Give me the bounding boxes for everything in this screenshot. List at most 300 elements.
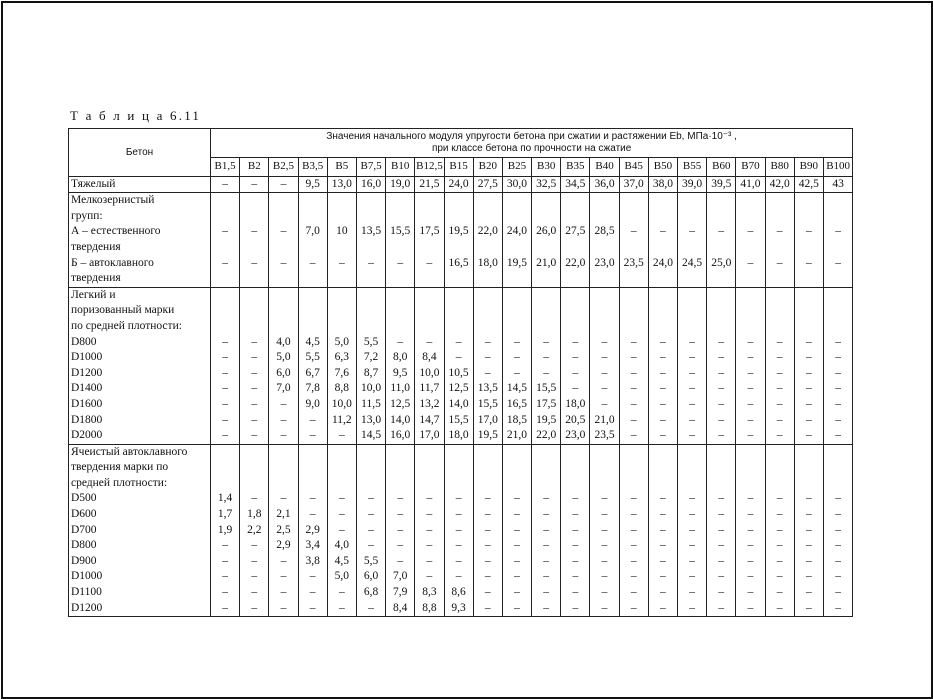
value-cell: – — [532, 366, 561, 382]
value-cell: – — [269, 413, 298, 429]
value-cell: – — [736, 523, 765, 539]
class-header-cell: B45 — [619, 158, 648, 177]
value-cell: – — [444, 554, 473, 570]
class-header-cell: B90 — [794, 158, 823, 177]
class-header-cell: B30 — [532, 158, 561, 177]
value-cell: – — [794, 413, 823, 429]
value-cell: 42,0 — [765, 176, 794, 193]
value-cell: – — [648, 224, 677, 240]
value-cell: – — [765, 491, 794, 507]
value-cell — [736, 209, 765, 225]
value-cell: – — [473, 523, 502, 539]
value-cell: – — [648, 507, 677, 523]
class-header-cell: B10 — [386, 158, 415, 177]
value-cell: – — [765, 428, 794, 444]
value-cell: 18,0 — [444, 428, 473, 444]
value-cell — [590, 193, 619, 209]
value-cell: 39,5 — [707, 176, 736, 193]
value-cell — [415, 287, 444, 303]
value-cell — [561, 303, 590, 319]
value-cell: – — [765, 554, 794, 570]
value-cell: – — [678, 507, 707, 523]
table-row — [69, 460, 853, 476]
value-cell: – — [473, 366, 502, 382]
value-cell: – — [502, 554, 531, 570]
value-cell: – — [298, 585, 327, 601]
value-cell: – — [619, 335, 648, 351]
value-cell: – — [648, 381, 677, 397]
value-cell: – — [707, 335, 736, 351]
value-cell: – — [648, 428, 677, 444]
value-cell: 6,7 — [298, 366, 327, 382]
value-cell — [619, 303, 648, 319]
value-cell: 32,5 — [532, 176, 561, 193]
value-cell: – — [211, 601, 240, 617]
value-cell: – — [736, 428, 765, 444]
table-row — [69, 507, 853, 523]
value-cell — [561, 287, 590, 303]
value-cell: – — [532, 491, 561, 507]
value-cell — [678, 460, 707, 476]
value-cell — [765, 193, 794, 209]
value-cell: – — [532, 335, 561, 351]
value-cell: – — [794, 538, 823, 554]
value-cell: 41,0 — [736, 176, 765, 193]
value-cell: – — [736, 350, 765, 366]
value-cell: 14,7 — [415, 413, 444, 429]
table-row — [69, 585, 853, 601]
value-cell — [648, 209, 677, 225]
value-cell: – — [707, 413, 736, 429]
value-cell — [473, 319, 502, 335]
row-label: D1000 — [69, 350, 211, 366]
value-cell — [678, 476, 707, 492]
value-cell: – — [211, 256, 240, 272]
row-label: А – естественного — [69, 224, 211, 240]
value-cell — [327, 287, 356, 303]
value-cell: – — [327, 523, 356, 539]
value-cell: 8,8 — [327, 381, 356, 397]
value-cell: 18,5 — [502, 413, 531, 429]
value-cell: – — [765, 335, 794, 351]
value-cell: – — [473, 554, 502, 570]
value-cell: 38,0 — [648, 176, 677, 193]
value-cell — [678, 444, 707, 460]
value-cell: – — [823, 507, 852, 523]
value-cell — [298, 271, 327, 287]
value-cell: – — [707, 554, 736, 570]
value-cell: 4,5 — [298, 335, 327, 351]
value-cell: – — [707, 507, 736, 523]
value-cell: – — [561, 554, 590, 570]
value-cell: 24,0 — [502, 224, 531, 240]
elastic-modulus-table — [68, 128, 853, 617]
value-cell: – — [590, 507, 619, 523]
class-header-cell: B70 — [736, 158, 765, 177]
value-cell: – — [648, 491, 677, 507]
value-cell: – — [298, 507, 327, 523]
value-cell — [794, 460, 823, 476]
value-cell: – — [502, 601, 531, 617]
value-cell: – — [590, 554, 619, 570]
value-cell: 13,5 — [356, 224, 385, 240]
value-cell — [765, 444, 794, 460]
value-cell: 16,0 — [356, 176, 385, 193]
value-cell: 4,0 — [327, 538, 356, 554]
value-cell: – — [823, 350, 852, 366]
class-header-cell: B60 — [707, 158, 736, 177]
value-cell — [619, 444, 648, 460]
value-cell: – — [678, 428, 707, 444]
value-cell: – — [532, 569, 561, 585]
value-cell — [561, 193, 590, 209]
value-cell: – — [794, 601, 823, 617]
value-cell: – — [794, 569, 823, 585]
value-cell: – — [211, 381, 240, 397]
value-cell: 6,8 — [356, 585, 385, 601]
value-cell: 30,0 — [502, 176, 531, 193]
value-cell: 23,0 — [590, 256, 619, 272]
value-cell: – — [269, 569, 298, 585]
value-cell: – — [707, 381, 736, 397]
value-cell: – — [590, 381, 619, 397]
value-cell: – — [765, 381, 794, 397]
value-cell: – — [415, 335, 444, 351]
value-cell: – — [473, 601, 502, 617]
value-cell — [444, 476, 473, 492]
value-cell: 5,0 — [269, 350, 298, 366]
value-cell — [619, 240, 648, 256]
value-cell: – — [240, 413, 269, 429]
row-label: твердения марки по — [69, 460, 211, 476]
value-cell: – — [532, 523, 561, 539]
value-cell — [590, 240, 619, 256]
value-cell: – — [678, 381, 707, 397]
value-cell — [707, 319, 736, 335]
value-cell — [298, 476, 327, 492]
value-cell: – — [502, 585, 531, 601]
value-cell: – — [648, 585, 677, 601]
value-cell: – — [765, 523, 794, 539]
value-cell — [590, 303, 619, 319]
row-label: по средней плотности: — [69, 319, 211, 335]
value-cell — [765, 319, 794, 335]
value-cell: – — [386, 335, 415, 351]
value-cell: – — [327, 428, 356, 444]
value-cell — [648, 193, 677, 209]
value-cell: – — [473, 335, 502, 351]
value-cell: – — [444, 569, 473, 585]
value-cell: – — [561, 538, 590, 554]
value-cell — [765, 240, 794, 256]
class-header-cell: B40 — [590, 158, 619, 177]
value-cell: – — [532, 585, 561, 601]
value-cell — [794, 444, 823, 460]
value-cell — [648, 271, 677, 287]
value-cell: – — [298, 413, 327, 429]
value-cell: – — [356, 523, 385, 539]
value-cell: 37,0 — [619, 176, 648, 193]
class-header-cell: B2,5 — [269, 158, 298, 177]
value-cell: – — [211, 428, 240, 444]
row-label: средней плотности: — [69, 476, 211, 492]
class-header-cell: B35 — [561, 158, 590, 177]
value-cell — [211, 303, 240, 319]
value-cell: – — [765, 413, 794, 429]
value-cell: 8,7 — [356, 366, 385, 382]
value-cell: – — [561, 585, 590, 601]
value-cell: – — [327, 601, 356, 617]
value-cell: 18,0 — [473, 256, 502, 272]
value-cell: – — [678, 538, 707, 554]
value-cell: – — [794, 397, 823, 413]
value-cell: – — [415, 523, 444, 539]
value-cell — [269, 444, 298, 460]
value-cell — [502, 240, 531, 256]
value-cell: – — [823, 224, 852, 240]
value-cell: – — [561, 335, 590, 351]
value-cell: – — [590, 366, 619, 382]
value-cell — [211, 193, 240, 209]
value-cell: – — [532, 538, 561, 554]
value-cell: – — [794, 585, 823, 601]
value-cell: – — [736, 366, 765, 382]
row-label: Ячеистый автоклавного — [69, 444, 211, 460]
value-cell — [211, 460, 240, 476]
value-cell: – — [298, 601, 327, 617]
row-label: групп: — [69, 209, 211, 225]
value-cell: 17,0 — [473, 413, 502, 429]
value-cell — [415, 271, 444, 287]
value-cell — [590, 444, 619, 460]
value-cell: 19,5 — [532, 413, 561, 429]
value-cell: – — [298, 428, 327, 444]
table-row — [69, 240, 853, 256]
value-cell: – — [765, 224, 794, 240]
value-cell — [298, 319, 327, 335]
value-cell: 7,9 — [386, 585, 415, 601]
value-cell: – — [211, 538, 240, 554]
row-label: D600 — [69, 507, 211, 523]
table-row — [69, 319, 853, 335]
value-cell — [473, 271, 502, 287]
class-header-cell: B7,5 — [356, 158, 385, 177]
value-cell: – — [211, 397, 240, 413]
row-label: Б – автоклавного — [69, 256, 211, 272]
value-cell: – — [823, 381, 852, 397]
value-cell — [794, 193, 823, 209]
value-cell: 13,5 — [473, 381, 502, 397]
value-cell — [590, 271, 619, 287]
value-cell: – — [502, 366, 531, 382]
value-cell — [473, 476, 502, 492]
value-cell: – — [561, 350, 590, 366]
value-cell — [240, 460, 269, 476]
table-row — [69, 256, 853, 272]
value-cell: 15,5 — [532, 381, 561, 397]
value-cell — [298, 240, 327, 256]
value-cell — [561, 209, 590, 225]
value-cell — [356, 460, 385, 476]
row-label: D1200 — [69, 366, 211, 382]
value-cell — [619, 209, 648, 225]
value-cell: 19,5 — [473, 428, 502, 444]
table-row — [69, 335, 853, 351]
value-cell — [386, 319, 415, 335]
value-cell: – — [356, 507, 385, 523]
value-cell — [765, 303, 794, 319]
value-cell: – — [823, 335, 852, 351]
value-cell — [444, 444, 473, 460]
value-cell: 12,5 — [386, 397, 415, 413]
value-cell — [823, 303, 852, 319]
value-cell: – — [269, 224, 298, 240]
value-cell — [386, 476, 415, 492]
value-cell: 10,0 — [415, 366, 444, 382]
table-row — [69, 523, 853, 539]
value-cell: 21,0 — [502, 428, 531, 444]
value-cell: – — [502, 350, 531, 366]
value-cell — [648, 287, 677, 303]
value-cell — [386, 209, 415, 225]
value-cell: 19,5 — [444, 224, 473, 240]
modulus-header-line1: Значения начального модуля упругости бетона при сжатии и растяжении Eb, МПа·10⁻³ , — [326, 131, 737, 142]
value-cell — [356, 444, 385, 460]
value-cell: – — [823, 585, 852, 601]
value-cell: – — [532, 554, 561, 570]
value-cell: – — [823, 554, 852, 570]
value-cell: 3,4 — [298, 538, 327, 554]
value-cell: 10,5 — [444, 366, 473, 382]
value-cell — [823, 240, 852, 256]
value-cell — [211, 476, 240, 492]
value-cell — [794, 271, 823, 287]
value-cell: – — [473, 350, 502, 366]
value-cell: – — [561, 569, 590, 585]
value-cell: 4,0 — [269, 335, 298, 351]
value-cell — [269, 303, 298, 319]
value-cell — [327, 193, 356, 209]
value-cell: – — [707, 366, 736, 382]
value-cell: 21,0 — [590, 413, 619, 429]
value-cell: 11,7 — [415, 381, 444, 397]
value-cell: 13,0 — [356, 413, 385, 429]
value-cell: – — [532, 601, 561, 617]
value-cell — [356, 303, 385, 319]
value-cell — [211, 209, 240, 225]
value-cell: – — [736, 381, 765, 397]
value-cell: – — [794, 224, 823, 240]
value-cell: – — [240, 224, 269, 240]
value-cell: – — [415, 491, 444, 507]
value-cell: – — [356, 491, 385, 507]
value-cell — [356, 476, 385, 492]
value-cell: – — [240, 176, 269, 193]
table-row — [69, 444, 853, 460]
value-cell — [736, 460, 765, 476]
value-cell — [765, 209, 794, 225]
row-label: D700 — [69, 523, 211, 539]
value-cell: – — [736, 569, 765, 585]
value-cell — [298, 209, 327, 225]
table-row — [69, 350, 853, 366]
value-cell — [648, 303, 677, 319]
value-cell: – — [794, 366, 823, 382]
value-cell — [298, 444, 327, 460]
value-cell: – — [590, 569, 619, 585]
value-cell: 7,0 — [386, 569, 415, 585]
row-label: твердения — [69, 240, 211, 256]
value-cell: – — [736, 507, 765, 523]
class-header-cell: B25 — [502, 158, 531, 177]
value-cell: 1,8 — [240, 507, 269, 523]
value-cell — [823, 319, 852, 335]
value-cell — [473, 209, 502, 225]
value-cell: 22,0 — [473, 224, 502, 240]
class-header-cell: B15 — [444, 158, 473, 177]
value-cell: 11,2 — [327, 413, 356, 429]
value-cell — [327, 460, 356, 476]
value-cell — [386, 303, 415, 319]
value-cell — [269, 193, 298, 209]
value-cell: – — [327, 256, 356, 272]
value-cell: – — [298, 256, 327, 272]
value-cell: – — [736, 256, 765, 272]
value-cell: – — [240, 491, 269, 507]
value-cell — [502, 460, 531, 476]
value-cell — [211, 319, 240, 335]
value-cell: 8,6 — [444, 585, 473, 601]
value-cell: – — [240, 366, 269, 382]
value-cell: 15,5 — [386, 224, 415, 240]
value-cell: – — [590, 538, 619, 554]
value-cell: – — [823, 397, 852, 413]
value-cell: – — [502, 335, 531, 351]
value-cell: – — [356, 538, 385, 554]
value-cell: – — [619, 413, 648, 429]
value-cell — [678, 271, 707, 287]
table-row — [69, 176, 853, 193]
value-cell — [211, 287, 240, 303]
row-label: D1400 — [69, 381, 211, 397]
value-cell — [765, 460, 794, 476]
value-cell — [444, 287, 473, 303]
value-cell: – — [444, 350, 473, 366]
value-cell: – — [736, 554, 765, 570]
value-cell: 2,5 — [269, 523, 298, 539]
value-cell — [269, 476, 298, 492]
value-cell: – — [298, 569, 327, 585]
value-cell — [473, 303, 502, 319]
value-cell: – — [619, 507, 648, 523]
value-cell: – — [211, 554, 240, 570]
value-cell — [736, 271, 765, 287]
value-cell — [532, 193, 561, 209]
value-cell: 24,0 — [444, 176, 473, 193]
value-cell — [532, 287, 561, 303]
class-header-cell: B2 — [240, 158, 269, 177]
value-cell: – — [590, 397, 619, 413]
value-cell — [269, 319, 298, 335]
value-cell — [619, 460, 648, 476]
value-cell: – — [327, 491, 356, 507]
value-cell: 15,5 — [444, 413, 473, 429]
value-cell — [794, 240, 823, 256]
table-body — [69, 176, 853, 617]
value-cell: – — [590, 585, 619, 601]
value-cell — [386, 271, 415, 287]
value-cell: 25,0 — [707, 256, 736, 272]
